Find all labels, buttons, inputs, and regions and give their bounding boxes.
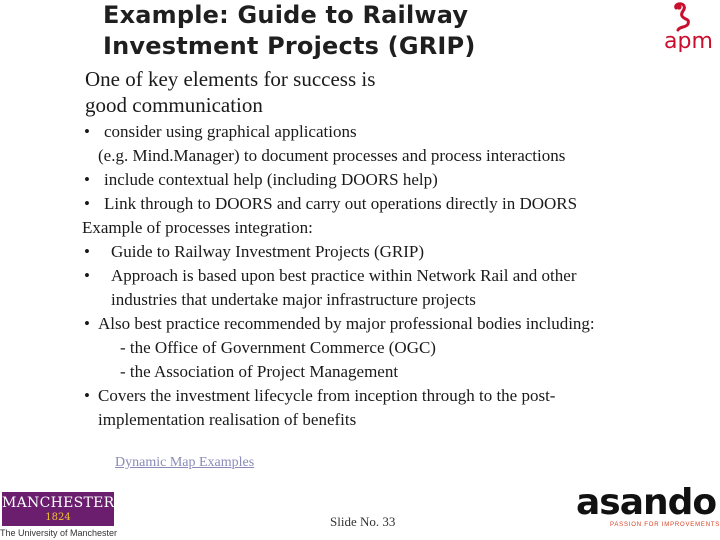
intro-line-1: One of key elements for success is [85, 67, 376, 91]
list-item: • Also best practice recommended by major professional bodies including: [82, 312, 707, 336]
list-item-continuation: implementation realisation of benefits [98, 410, 357, 429]
list-item: • consider using graphical applications [82, 120, 707, 144]
asando-logo: asando PASSION FOR IMPROVEMENTS [576, 482, 720, 528]
slide-title [103, 0, 573, 62]
list-item: • Covers the investment lifecycle from inception through to the post- [82, 384, 707, 408]
apm-logo [662, 2, 718, 52]
list-item: • Approach is based upon best practice within Network Rail and other [82, 264, 707, 288]
bullet-marker: • [84, 386, 90, 405]
slide-number: Slide No. 33 [330, 514, 396, 529]
sub-item: - the Office of Government Commerce (OGC) [120, 338, 436, 357]
dynamic-map-examples-link[interactable]: Dynamic Map Examples [115, 455, 255, 470]
bullet-marker: • [84, 242, 90, 261]
list-item: • include contextual help (including DOORS help) [82, 168, 707, 192]
bullet-marker: • [84, 194, 90, 213]
bullet-marker: • [84, 266, 90, 285]
bullet-list [82, 120, 707, 432]
list-item: • Guide to Railway Investment Projects (GRIP) [82, 240, 707, 264]
slide-title-line-1: Example: Guide to Railway [103, 1, 469, 29]
intro-line-2: good communication [85, 93, 263, 117]
list-item: • Link through to DOORS and carry out operations directly in DOORS [82, 192, 707, 216]
list-item-continuation: (e.g. Mind.Manager) to document processes and process interactions [98, 146, 566, 165]
apm-logo-text: apm [664, 29, 713, 52]
slide-title-line-2: Investment Projects (GRIP) [103, 32, 476, 60]
bullet-marker: • [84, 314, 90, 333]
intro-text [85, 66, 525, 118]
list-item-continuation: industries that undertake major infrastructure projects [111, 290, 476, 309]
sub-item: - the Association of Project Management [120, 362, 399, 381]
section-heading: Example of processes integration: [82, 218, 313, 237]
university-of-manchester-logo: MANCHESTER 1824 The University of Manchester [0, 492, 118, 540]
bullet-marker: • [84, 122, 90, 141]
bullet-marker: • [84, 170, 90, 189]
